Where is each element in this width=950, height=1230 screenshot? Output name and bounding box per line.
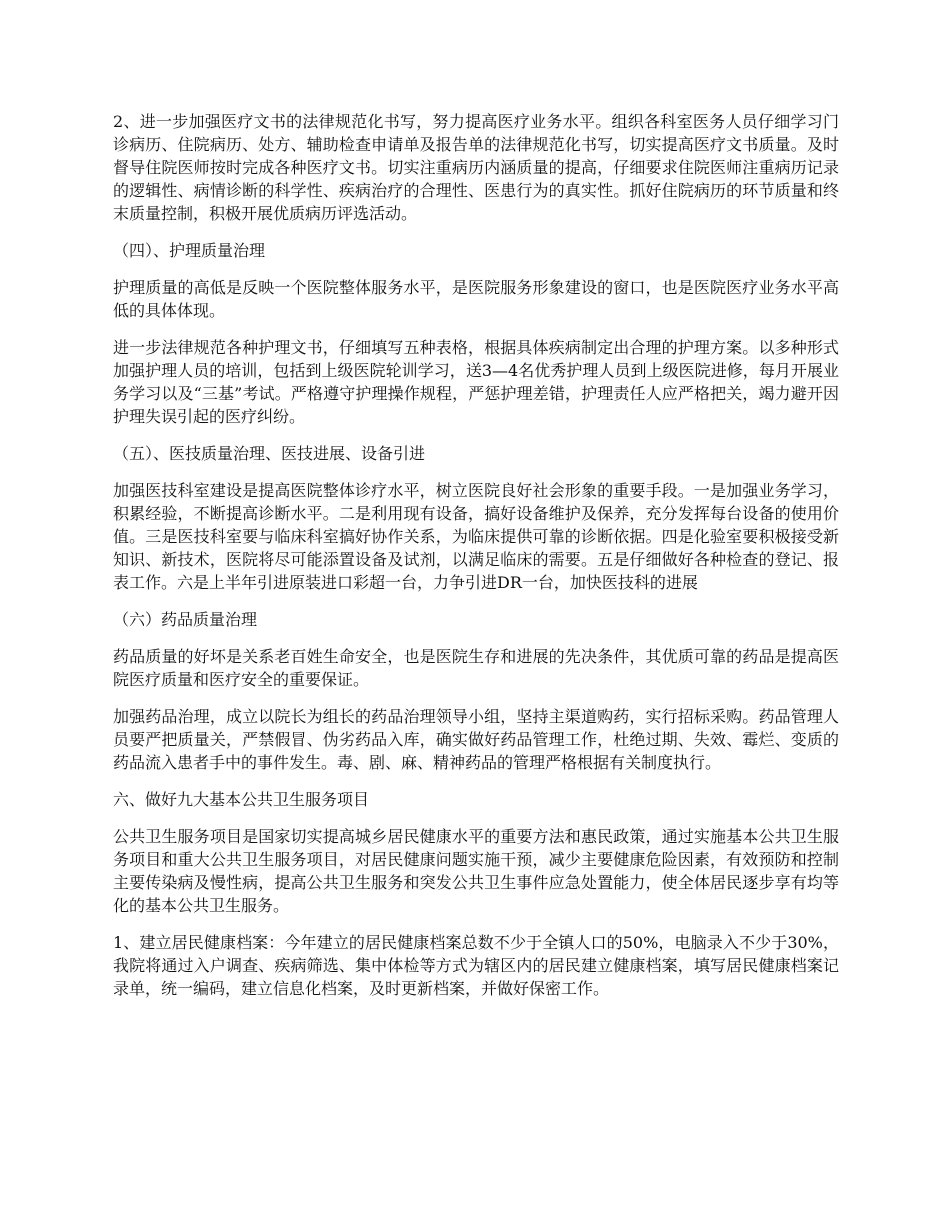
paragraph-medical-records: 2、进一步加强医疗文书的法律规范化书写，努力提高医疗业务水平。组织各科室医务人员仔细学习门诊病历、住院病历、处方、辅助检查申请单及报告单的法律规范化书写，切实提高医疗文书质量。及时督导住院医师按时完成各种医疗文书。切实注重病历内涵质量的提高，仔细要求住院医师注重病历记录的逻辑性、病情诊断的科学性、疾病治疗的合理性、医患行为的真实性。抓好住院病历的环节质量和终末质量控制，积极开展优质病历评选活动。 [113, 112, 839, 223]
heading-nursing-quality: （四）、护理质量治理 [113, 241, 266, 260]
paragraph-nursing-measures: 进一步法律规范各种护理文书，仔细填写五种表格，根据具体疾病制定出合理的护理方案。以多种形式加强护理人员的培训，包括到上级医院轮训学习，送3—4名优秀护理人员到上级医院进修，每月开展业务学习以及“三基”考试。严格遵守护理操作规程，严惩护理差错，护理责任人应严格把关，竭力避开因护理失误引起的医疗纠纷。 [113, 338, 839, 426]
paragraph-medical-tech: 加强医技科室建设是提高医院整体诊疗水平，树立医院良好社会形象的重要手段。一是加强业务学习，积累经验，不断提高诊断水平。二是利用现有设备，搞好设备维护及保养，充分发挥每台设备的使用价值。三是医技科室要与临床科室搞好协作关系，为临床提供可靠的诊断依据。四是化验室要积极接受新知识、新技术，医院将尽可能添置设备及试剂，以满足临床的需要。五是仔细做好各种检查的登记、报表工作。六是上半年引进原装进口彩超一台，力争引进DR一台，加快医技科的进展 [113, 481, 839, 592]
heading-public-health: 六、做好九大基本公共卫生服务项目 [113, 790, 370, 809]
document-page [113, 110, 839, 1014]
heading-medical-tech: （五）、医技质量治理、医技进展、设备引进 [113, 444, 426, 463]
paragraph-drug-measures: 加强药品治理，成立以院长为组长的药品治理领导小组，坚持主渠道购药，实行招标采购。药品管理人员要严把质量关，严禁假冒、伪劣药品入库，确实做好药品管理工作，杜绝过期、失效、霉烂、变质的药品流入患者手中的事件发生。毒、剧、麻、精神药品的管理严格根据有关制度执行。 [113, 707, 839, 772]
paragraph-drug-intro: 药品质量的好坏是关系老百姓生命安全，也是医院生存和进展的先决条件，其优质可靠的药品是提高医院医疗质量和医疗安全的重要保证。 [113, 647, 839, 689]
heading-drug-quality: （六）药品质量治理 [113, 610, 258, 629]
paragraph-nursing-intro: 护理质量的高低是反映一个医院整体服务水平，是医院服务形象建设的窗口，也是医院医疗业务水平高低的具体体现。 [113, 278, 839, 320]
paragraph-public-health-intro: 公共卫生服务项目是国家切实提高城乡居民健康水平的重要方法和惠民政策，通过实施基本公共卫生服务项目和重大公共卫生服务项目，对居民健康问题实施干预，减少主要健康危险因素，有效预防和控制主要传染病及慢性病，提高公共卫生服务和突发公共卫生事件应急处置能力，使全体居民逐步享有均等化的基本公共卫生服务。 [113, 827, 839, 915]
paragraph-health-records: 1、建立居民健康档案：今年建立的居民健康档案总数不少于全镇人口的50%，电脑录入不少于30%，我院将通过入户调查、疾病筛选、集中体检等方式为辖区内的居民建立健康档案，填写居民健康档案记录单，统一编码，建立信息化档案，及时更新档案，并做好保密工作。 [113, 933, 839, 998]
